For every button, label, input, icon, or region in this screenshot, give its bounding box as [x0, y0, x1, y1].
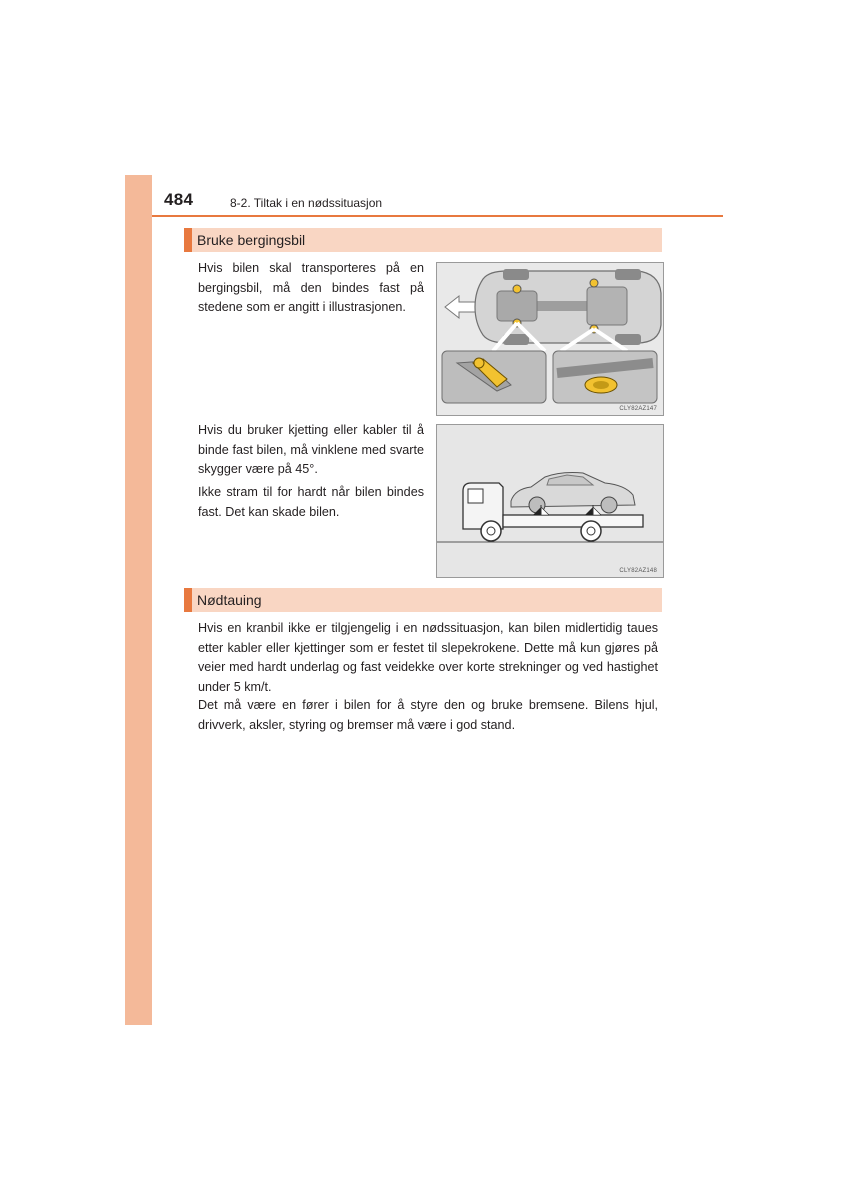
- figure-underbody-tiedown-points: [436, 262, 664, 416]
- paragraph-transport: Hvis bilen skal transporteres på en bergingsbil, må den bindes fast på stedene som er angitt i illustrasjonen.: [198, 261, 424, 314]
- section-marker: [184, 588, 192, 612]
- chapter-title: 8-2. Tiltak i en nødssituasjon: [230, 196, 383, 210]
- section-heading-bergingsbil: [184, 228, 662, 252]
- side-color-strip: [125, 175, 152, 1025]
- figure-tow-truck: [436, 424, 664, 578]
- header-rule: [152, 215, 723, 217]
- paragraph-driver-required: Det må være en fører i bilen for å styre den og bruke bremsene. Bilens hjul, drivverk, aksler, styring og bremser må være i god stand.: [198, 698, 658, 732]
- underbody-illustration: [437, 263, 663, 415]
- section-title: Nødtauing: [197, 592, 262, 608]
- section-marker: [184, 228, 192, 252]
- page-number: 484: [164, 190, 194, 209]
- paragraph-emergency-towing: Hvis en kranbil ikke er tilgjengelig i en nødssituasjon, kan bilen midlertidig taues etter kabler eller kjettinger som er festet til slepekrokene. Dette må kun gjøres på veier med hardt underlag og fast veidekke over korte strekninger og ved hastighet under 5 km/t.: [198, 621, 658, 694]
- section-heading-nodtauing: [184, 588, 662, 612]
- paragraph-do-not-overtighten: Ikke stram til for hardt når bilen bindes fast. Det kan skade bilen.: [198, 485, 424, 519]
- figure-code: CLY82AZ148: [619, 568, 657, 574]
- figure-code: CLY82AZ147: [619, 406, 657, 412]
- section-title: Bruke bergingsbil: [197, 232, 306, 248]
- paragraph-chain-angle: Hvis du bruker kjetting eller kabler til å binde fast bilen, må vinklene med svarte skygger være på 45°.: [198, 423, 424, 476]
- tow-truck-illustration: [437, 425, 663, 577]
